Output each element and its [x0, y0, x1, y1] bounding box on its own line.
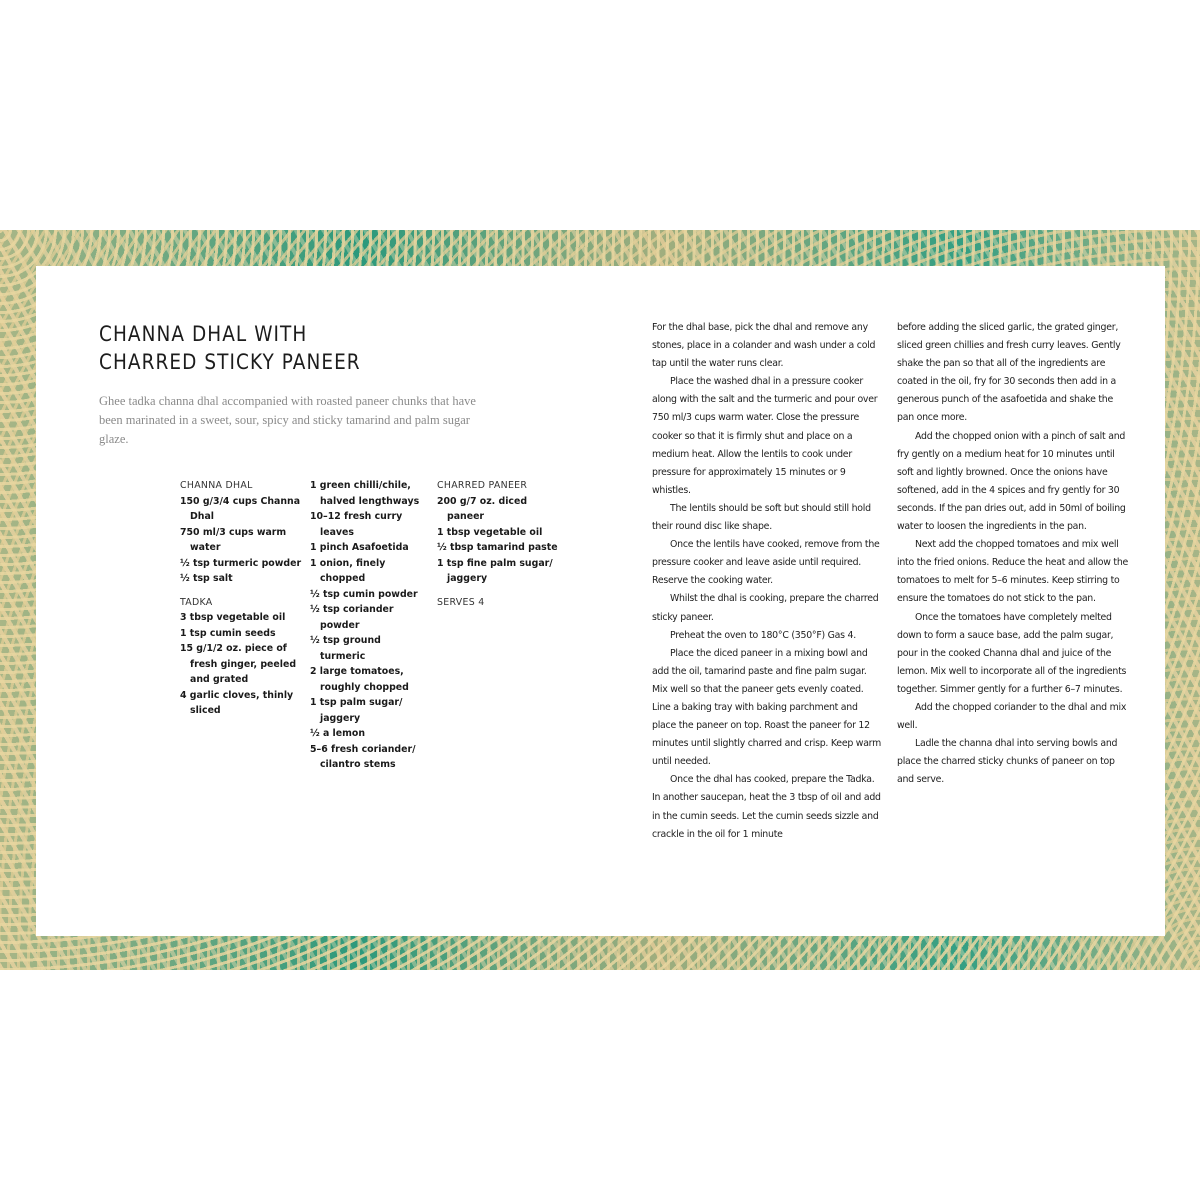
- ingredient-item: ½ tsp salt: [180, 573, 233, 584]
- ingredient-item: 15 g/1/2 oz. piece of fresh ginger, peeled and grated: [180, 643, 297, 685]
- ingredient-item: 1 tbsp vegetable oil: [437, 526, 543, 538]
- recipe-intro: Ghee tadka channa dhal accompanied with roasted paneer chunks that have been marinated in a sweet, sour, spicy and sticky tamarind and palm sugar glaze.: [99, 394, 476, 446]
- ingredient-item: 200 g/7 oz. diced paneer: [437, 495, 528, 522]
- method-paragraph: before adding the sliced garlic, the grated ginger, sliced green chillies and fresh curry leaves. Gently shake the pan so that all of the ingredients are coated in the oil, fry for 30 seconds then add in a generous punch of the asafoetida and shake the pan once more.: [897, 322, 1121, 424]
- ingredient-item: 3 tbsp vegetable oil: [180, 612, 286, 623]
- ingredient-item: 2 large tomatoes, roughly chopped: [310, 666, 409, 693]
- method-paragraph: Place the diced paneer in a mixing bowl and add the oil, tamarind paste and fine palm sugar. Mix well so that the paneer gets evenly coated. Line a baking tray with baking parchment and place the paneer on top. Roast the paneer for 12 minutes until slightly charred and crisp. Keep warm until needed.: [652, 647, 882, 768]
- recipe-title-line-2: CHARRED STICKY PANEER: [99, 350, 361, 374]
- method-paragraph: Add the chopped onion with a pinch of salt and fry gently on a medium heat for 10 minutes until soft and lightly browned. Once the onions have softened, add in the 4 spices and fry gently for 30 seconds. If the pan dries out, add in 50ml of boiling water to loosen the ingredients in the pan.: [897, 430, 1126, 533]
- section-heading-channa-dhal: CHANNA DHAL: [180, 480, 253, 491]
- recipe-title: [99, 320, 361, 376]
- method-column-2: [897, 319, 1129, 789]
- method-paragraph: Ladle the channa dhal into serving bowls and place the charred sticky chunks of paneer on top and serve.: [897, 738, 1118, 786]
- ingredient-item: 750 ml/3 cups warm water: [180, 526, 287, 553]
- ingredients-column-1: [180, 478, 305, 719]
- ingredient-item: 1 onion, finely chopped: [310, 557, 386, 584]
- ingredient-item: 1 tsp fine palm sugar/ jaggery: [437, 557, 553, 584]
- method-paragraph: Preheat the oven to 180°C (350°F) Gas 4.: [670, 629, 856, 641]
- serves-label: SERVES 4: [437, 596, 485, 608]
- ingredient-item: ½ tsp cumin powder: [310, 588, 418, 600]
- method-paragraph: Add the chopped coriander to the dhal and mix well.: [897, 701, 1127, 732]
- method-paragraph: For the dhal base, pick the dhal and remove any stones, place in a colander and wash under a cold tap until the water runs clear.: [652, 322, 876, 370]
- ingredient-item: ½ a lemon: [310, 728, 366, 739]
- ingredient-item: 10–12 fresh curry leaves: [310, 511, 403, 538]
- ingredient-item: ½ tbsp tamarind paste: [437, 542, 558, 553]
- ingredient-item: ½ tsp turmeric powder: [180, 557, 302, 569]
- ingredient-item: 5–6 fresh coriander/ cilantro stems: [310, 743, 416, 770]
- method-paragraph: Once the lentils have cooked, remove from the pressure cooker and leave aside until required. Reserve the cooking water.: [652, 539, 880, 587]
- method-paragraph: Whilst the dhal is cooking, prepare the charred sticky paneer.: [652, 593, 879, 623]
- ingredient-item: 1 tsp palm sugar/ jaggery: [310, 697, 403, 724]
- ingredient-item: ½ tsp ground turmeric: [310, 635, 381, 662]
- method-paragraph: Place the washed dhal in a pressure cooker along with the salt and the turmeric and pour over 750 ml/3 cups warm water. Close the pressure cooker so that it is firmly shut and place on a medium heat. Allow the lentils to cook under pressure for approximately 15 minutes or 9 whistles.: [652, 376, 878, 496]
- ingredients-column-2: [310, 478, 425, 773]
- method-paragraph: Once the tomatoes have completely melted down to form a sauce base, add the palm sugar, pour in the cooked Channa dhal and juice of the lemon. Mix well to incorporate all of the ingredients together. Simmer gently for a further 6–7 minutes.: [897, 611, 1127, 695]
- section-heading-charred-paneer: CHARRED PANEER: [437, 480, 528, 491]
- ingredient-item: 4 garlic cloves, thinly sliced: [180, 689, 294, 716]
- method-paragraph: Once the dhal has cooked, prepare the Tadka. In another saucepan, heat the 3 tbsp of oil and add in the cumin seeds. Let the cumin seeds sizzle and crackle in the oil for 1 minute: [652, 774, 881, 840]
- section-heading-tadka: TADKA: [180, 596, 213, 608]
- ingredient-item: 1 pinch Asafoetida: [310, 542, 409, 553]
- ingredient-item: 150 g/3/4 cups Channa Dhal: [180, 495, 301, 522]
- method-paragraph: The lentils should be soft but should still hold their round disc like shape.: [652, 502, 871, 533]
- method-paragraph: Next add the chopped tomatoes and mix well into the fried onions. Reduce the heat and allow the tomatoes to melt for 5–6 minutes. Keep stirring to ensure the tomatoes do not stick to the pan.: [897, 539, 1129, 605]
- method-column-1: [652, 319, 884, 844]
- ingredient-item: 1 tsp cumin seeds: [180, 627, 276, 639]
- recipe-title-line-1: CHANNA DHAL WITH: [99, 322, 308, 346]
- ingredient-item: 1 green chilli/chile, halved lengthways: [310, 480, 420, 507]
- ingredient-item: ½ tsp coriander powder: [310, 604, 394, 631]
- ingredients-column-3: [437, 478, 562, 610]
